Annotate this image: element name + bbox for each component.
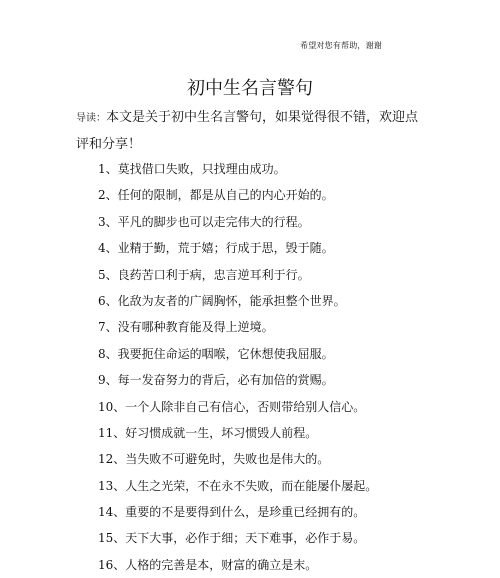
quote-text: 莫找借口失败，只找理由成功。 — [117, 162, 286, 176]
quote-item — [98, 525, 377, 551]
header-note: 希望对您有帮助，谢谢 — [300, 41, 382, 50]
quote-text: 好习惯成就一生，坏习惯毁人前程。 — [125, 425, 318, 440]
quote-number: 3、 — [98, 214, 118, 229]
quote-text: 业精于勤，荒于嬉；行成于思，毁于随。 — [117, 241, 334, 256]
quote-text: 一个人除非自己有信心，否则带给别人信心。 — [125, 399, 366, 414]
quote-number: 6、 — [98, 293, 118, 308]
page-title: 初中生名言警句 — [187, 78, 313, 99]
quote-text: 人格的完善是本，财富的确立是末。 — [125, 557, 318, 572]
quote-number: 8、 — [98, 346, 118, 361]
quote-text: 天下大事，必作于细；天下难事，必作于易。 — [125, 531, 366, 546]
quote-item — [98, 209, 377, 235]
intro-paragraph — [76, 105, 428, 158]
quote-text: 我要扼住命运的咽喉，它休想使我屈服。 — [117, 346, 334, 361]
quote-item — [98, 420, 377, 446]
quote-number: 7、 — [98, 320, 118, 335]
quote-number: 16、 — [98, 557, 126, 572]
quote-item — [98, 446, 377, 472]
quote-item — [98, 314, 377, 340]
quote-item — [98, 262, 377, 288]
quote-text: 人生之光荣，不在永不失败，而在能屡仆屡起。 — [125, 478, 378, 493]
quote-item — [98, 367, 377, 393]
quote-text: 重要的不是要得到什么，是珍重已经拥有的。 — [125, 505, 366, 520]
quote-item — [98, 499, 377, 525]
quote-number: 11、 — [98, 425, 126, 440]
quote-number: 10、 — [98, 399, 126, 414]
quote-text: 化敌为友者的广阔胸怀，能承担整个世界。 — [117, 293, 346, 308]
quote-text: 每一发奋努力的背后，必有加倍的赏赐。 — [117, 373, 334, 388]
quote-number: 5、 — [98, 267, 118, 282]
quote-number: 15、 — [98, 531, 126, 546]
quote-item — [98, 473, 377, 499]
quote-number: 2、 — [98, 188, 118, 203]
quote-number: 13、 — [98, 478, 126, 493]
quote-number: 1、 — [98, 162, 118, 176]
intro-text: 本文是关于初中生名言警句，如果觉得很不错，欢迎点评和分享！ — [76, 110, 419, 152]
quote-number: 4、 — [98, 241, 118, 256]
quote-text: 任何的限制，都是从自己的内心开始的。 — [117, 188, 334, 203]
quote-item — [98, 182, 377, 208]
quote-item — [98, 235, 377, 261]
quote-item — [98, 156, 377, 182]
quote-item — [98, 552, 377, 578]
quote-item — [98, 341, 377, 367]
quote-text: 良药苦口利于病，忠言逆耳利于行。 — [117, 267, 310, 282]
quote-number: 9、 — [98, 373, 118, 388]
quote-item — [98, 288, 377, 314]
intro-label: 导读： — [76, 113, 106, 124]
quote-text: 没有哪种教育能及得上逆境。 — [117, 320, 274, 335]
quote-number: 14、 — [98, 505, 126, 520]
quote-item — [98, 394, 377, 420]
quote-text: 当失败不可避免时，失败也是伟大的。 — [125, 452, 330, 467]
quote-list — [98, 156, 377, 578]
quote-number: 12、 — [98, 452, 126, 467]
quote-text: 平凡的脚步也可以走完伟大的行程。 — [117, 214, 310, 229]
